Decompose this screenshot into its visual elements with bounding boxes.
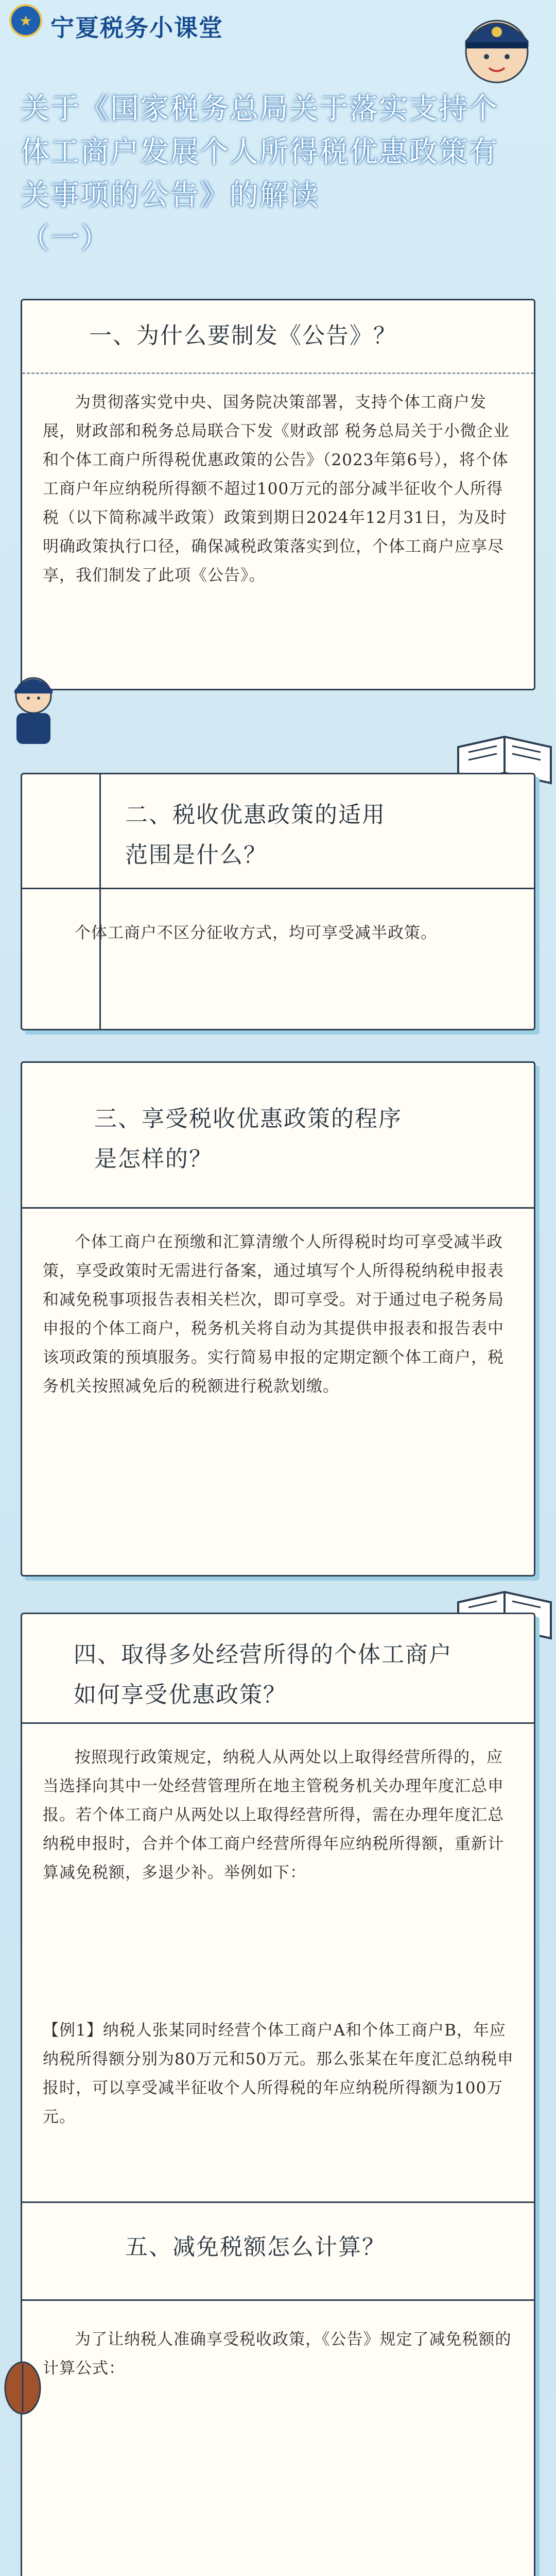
section-card-4 xyxy=(21,1613,535,2576)
section-heading-4: 四、取得多处经营所得的个体工商户如何享受优惠政策？ xyxy=(74,1641,453,1708)
example-1: 【例1】纳税人张某同时经营个体工商户A和个体工商户B，年应纳税所得额分别为80万元和50万元。那么张某在年度汇总纳税申报时，可以享受减半征收个人所得税的年应纳税所得额为100万元。 xyxy=(43,2021,514,2126)
officer-mascot-icon xyxy=(5,670,62,747)
section-heading-2: 二、税收优惠政策的适用范围是什么？ xyxy=(125,802,386,868)
brand-title: 宁夏税务小课堂 xyxy=(50,14,223,42)
tax-officer-illustration-icon xyxy=(453,5,541,93)
tax-emblem-icon: ★ xyxy=(9,4,42,37)
section-body-3: 个体工商户在预缴和汇算清缴个人所得税时均可享受减半政策，享受政策时无需进行备案，通过填写个人所得税纳税申报表和减免税事项报告表相关栏次，即可享受。对于通过电子税务局申报的个体工商户，税务机关将自动为其提供申报表和报告表中该项政策的预填服务。实行简易申报的定期定额个体工商户，税务机关按照减免后的税额进行税款划缴。 xyxy=(43,1233,504,1396)
section-card-1 xyxy=(21,299,535,690)
section-body-4: 按照现行政策规定，纳税人从两处以上取得经营所得的，应当选择向其中一处经营管理所在地主管税务机关办理年度汇总申报。若个体工商户从两处以上取得经营所得，需在办理年度汇总纳税申报时，合并个体工商户经营所得年应纳税所得额，重新计算减免税额，多退少补。举例如下： xyxy=(43,1748,504,1882)
section-body-5: 为了让纳税人准确享受税收政策，《公告》规定了减免税额的计算公式： xyxy=(43,2330,512,2378)
section-heading-1: 一、为什么要制发《公告》？ xyxy=(89,323,397,349)
section-card-3 xyxy=(21,1061,535,1577)
page-title: 关于《国家税务总局关于落实支持个体工商户发展个人所得税优惠政策有关事项的公告》的解读 （一） xyxy=(21,92,498,256)
section-heading-5: 五、减免税额怎么计算？ xyxy=(125,2234,386,2260)
leaf-decoration-icon xyxy=(2,2360,43,2416)
section-heading-3: 三、享受税收优惠政策的程序是怎样的？ xyxy=(94,1106,402,1172)
section-body-1: 为贯彻落实党中央、国务院决策部署，支持个体工商户发展，财政部和税务总局联合下发《财政部 税务总局关于小微企业和个体工商户所得税优惠政策的公告》（2023年第6号），将个体工商户年应纳税所得额不超过100万元的部分减半征收个人所得税（以下简称减半政策）政策到期日2024年12月31日，为及时明确政策执行口径，确保减税政策落实到位，个体工商户应享尽享，我们制发了此项《公告》。 xyxy=(43,393,510,585)
section-card-2 xyxy=(21,773,535,1030)
section-body-2: 个体工商户不区分征收方式，均可享受减半政策。 xyxy=(75,924,437,942)
